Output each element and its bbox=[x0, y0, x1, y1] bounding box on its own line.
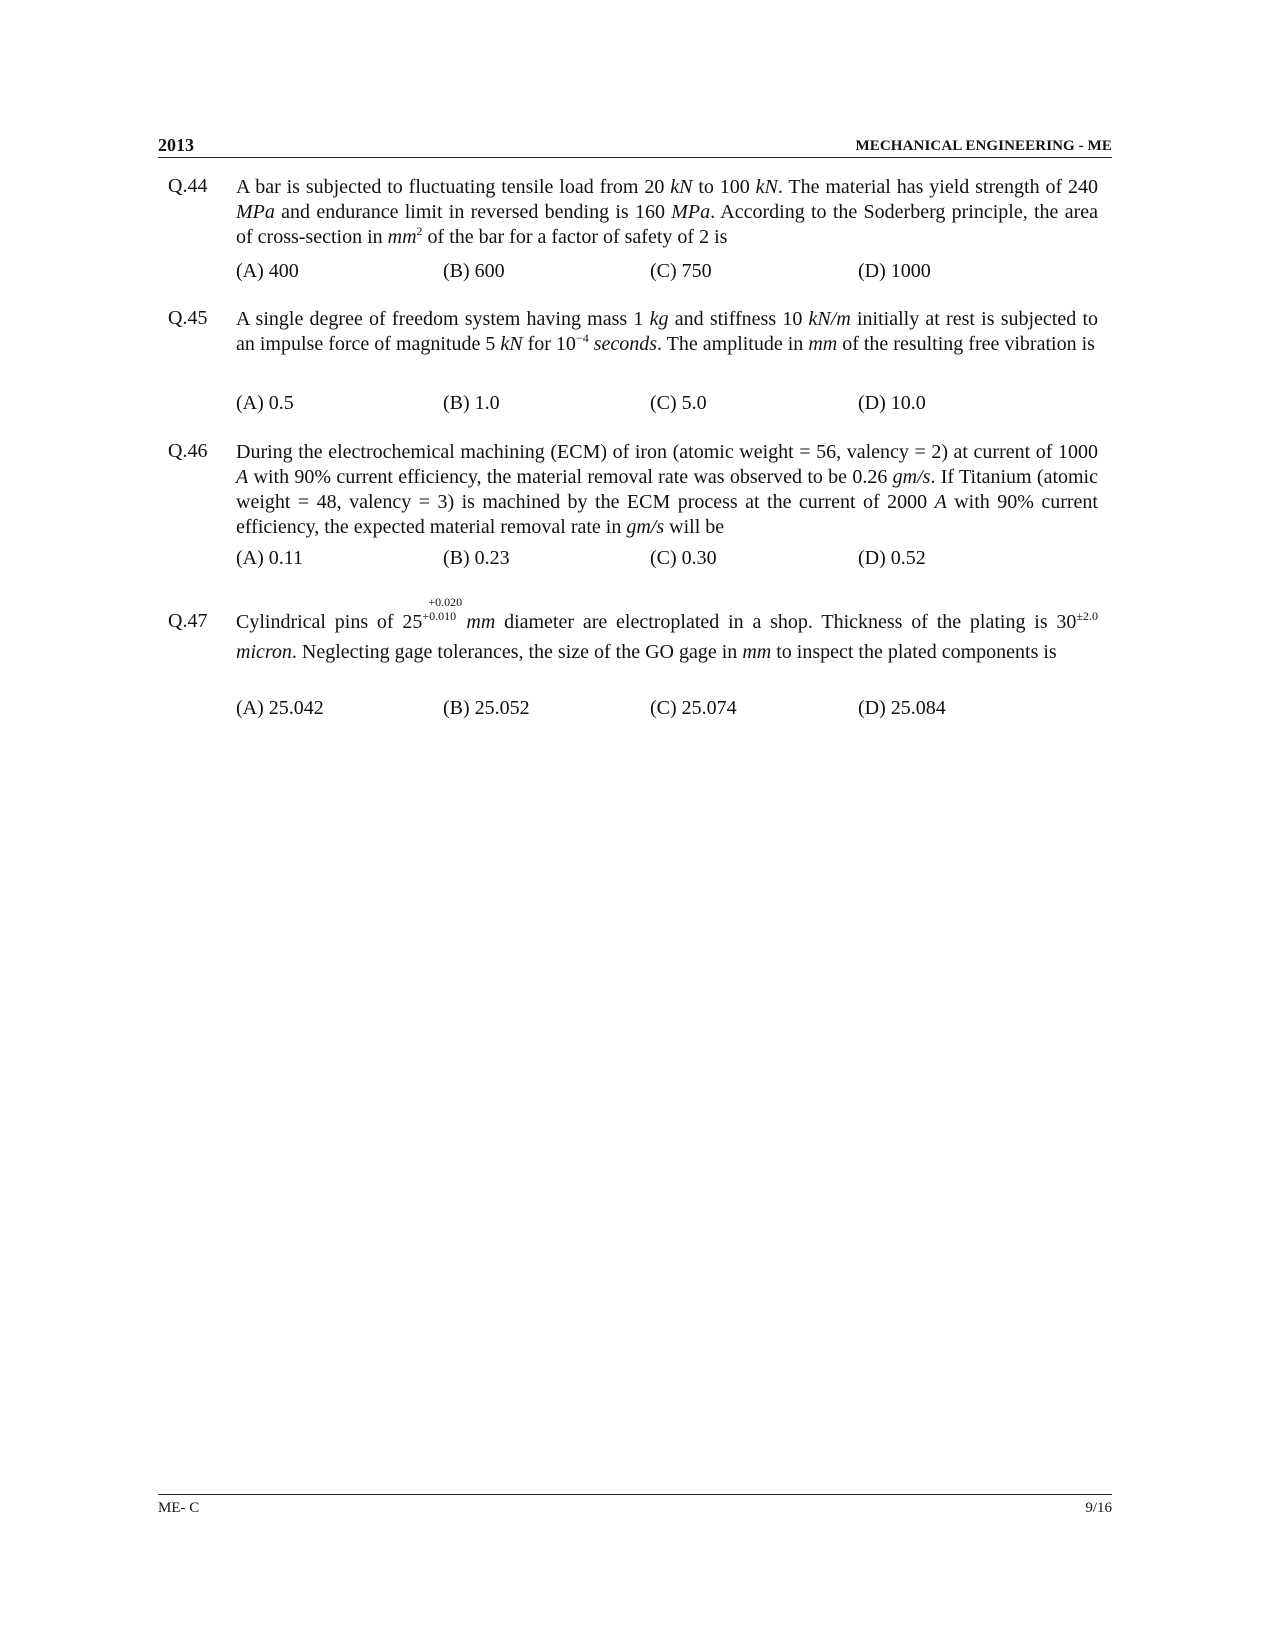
footer-page-number: 9/16 bbox=[1085, 1500, 1112, 1516]
option-a[interactable]: (A) 25.042 bbox=[236, 697, 324, 719]
option-c[interactable]: (C) 0.30 bbox=[650, 547, 717, 569]
question-number: Q.45 bbox=[168, 307, 208, 329]
answer-options bbox=[236, 547, 1098, 573]
question-number: Q.44 bbox=[168, 175, 208, 197]
question-text: During the electrochemical machining (ECM) of iron (atomic weight = 56, valency = 2) at current of 1000 A with 90% current efficiency, the material removal rate was observed to be 0.26 gm/s. If Titanium (atomic weight = 48, valency = 3) is machined by the ECM process at the current of 2000 A with 90% current efficiency, the expected material removal rate in gm/s will be bbox=[236, 441, 1098, 538]
option-c[interactable]: (C) 750 bbox=[650, 260, 712, 282]
footer-paper-code: ME- C bbox=[158, 1500, 200, 1516]
option-d[interactable]: (D) 10.0 bbox=[858, 392, 926, 414]
question-number: Q.47 bbox=[168, 610, 208, 632]
option-b[interactable]: (B) 1.0 bbox=[443, 392, 500, 414]
option-d[interactable]: (D) 25.084 bbox=[858, 697, 946, 719]
answer-options bbox=[236, 697, 1098, 723]
question-number: Q.46 bbox=[168, 440, 208, 462]
question-text: A bar is subjected to fluctuating tensile load from 20 kN to 100 kN. The material has yield strength of 240 MPa and endurance limit in reversed bending is 160 MPa. According to the Soderberg principle, the area of cross-section in $mm^2$ of the bar for a factor of safety of 2 is bbox=[236, 176, 1098, 248]
option-c[interactable]: (C) 5.0 bbox=[650, 392, 707, 414]
option-b[interactable]: (B) 0.23 bbox=[443, 547, 510, 569]
option-a[interactable]: (A) 0.11 bbox=[236, 547, 304, 569]
header-rule bbox=[158, 157, 1112, 158]
header-title: MECHANICAL ENGINEERING - ME bbox=[855, 138, 1112, 154]
question-text: Cylindrical pins of 25 +0.020 +0.010 mm diameter are electroplated in a shop. Thickness of the plating is $30^{\pm 2.0}$ micron. Neglecting gage tolerances, the size of the GO gage in mm to inspect the plated components is bbox=[236, 595, 1098, 663]
header-year: 2013 bbox=[158, 135, 194, 155]
option-a[interactable]: (A) 400 bbox=[236, 260, 299, 282]
option-a[interactable]: (A) 0.5 bbox=[236, 392, 294, 414]
tolerance-limits: +0.020 +0.010 bbox=[422, 595, 463, 623]
answer-options bbox=[236, 260, 1098, 286]
option-d[interactable]: (D) 0.52 bbox=[858, 547, 926, 569]
option-c[interactable]: (C) 25.074 bbox=[650, 697, 737, 719]
answer-options bbox=[236, 392, 1098, 418]
option-b[interactable]: (B) 600 bbox=[443, 260, 505, 282]
footer-rule bbox=[158, 1494, 1112, 1495]
option-b[interactable]: (B) 25.052 bbox=[443, 697, 530, 719]
option-d[interactable]: (D) 1000 bbox=[858, 260, 931, 282]
question-text: A single degree of freedom system having mass 1 kg and stiffness 10 kN/m initially at rest is subjected to an impulse force of magnitude 5 kN for $10^{-4}$ seconds. The amplitude in mm of the resulting free vibration is bbox=[236, 308, 1098, 355]
